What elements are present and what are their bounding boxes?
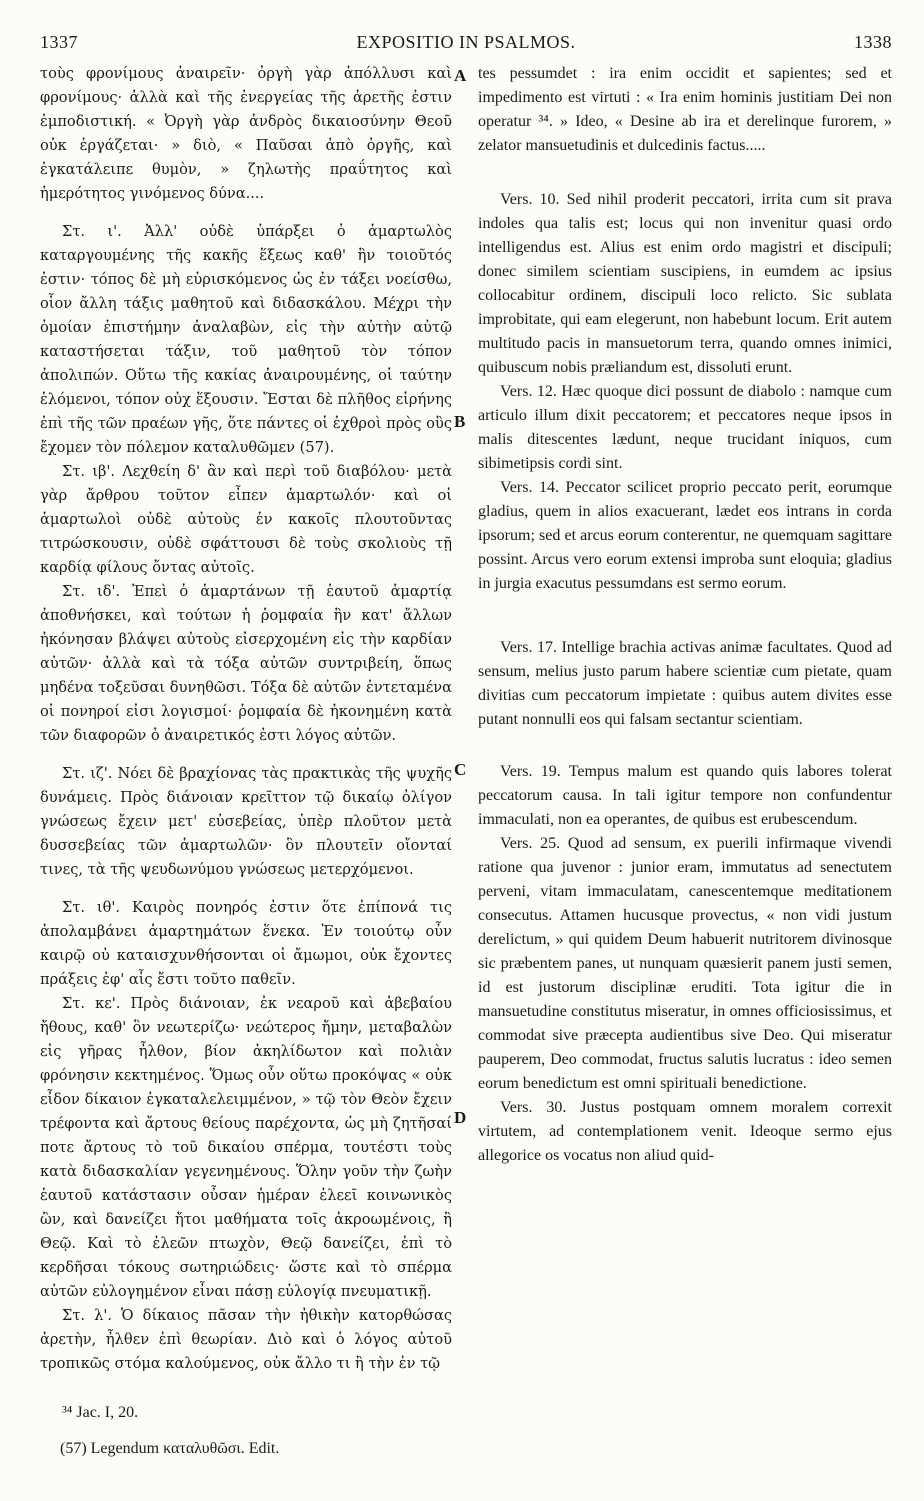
greek-column	[40, 62, 452, 1376]
latin-paragraph: tes pessumdet : ira enim occidit et sapientes; sed et impedimento est virtuti : « Ira enim hominis justitiam Dei non operatur ³⁴. » Ideo, « Desine ab ira et derelinque furorem, » zelator mansuetudinis et dulcedinis factus.....	[478, 65, 892, 154]
footnote-editor: (57) Legendum καταλυθῶσι. Edit.	[60, 1440, 280, 1457]
greek-paragraph: Στ. ιβ'. Λεχθείη δ' ἂν καὶ περὶ τοῦ διαβόλου· μετὰ γὰρ ἄρθρου τοῦτον εἶπεν ἁμαρτωλόν· καὶ οἱ ἁμαρτωλοὶ οὐδὲ αὐτοὺς ἐν κακοῖς πλουτοῦντας τιτρώσκουσιν, οὐδὲ σφάττουσι δὲ τοὺς σκολιοὺς τῇ καρδίᾳ φίλους ὄντας αὐτοῖς.	[40, 463, 452, 576]
greek-paragraph: τοὺς φρονίμους ἀναιρεῖν· ὀργὴ γὰρ ἀπόλλυσι καὶ φρονίμους· ἀλλὰ καὶ τῆς ἐνεργείας τῆς ἀρετῆς ἐστιν ἐμποδιστική. « Ὀργὴ γὰρ ἀνδρὸς δικαιοσύνην Θεοῦ οὐκ ἐργάζεται· » διὸ, « Παῦσαι ἀπὸ ὀργῆς, καὶ ἐγκατάλειπε θυμὸν, » ζηλωτὴς πραΰτητος καὶ ἡμερότητος γινόμενος δύνα....	[40, 65, 452, 202]
page-number-right: 1338	[854, 32, 892, 52]
footnote-scripture: ³⁴ Jac. I, 20.	[62, 1404, 139, 1421]
latin-paragraph: Vers. 14. Peccator scilicet proprio peccato perit, eorumque gladius, quem in alios exacuerant, lædet eos intrans in corda ipsorum; sed et arcus eorum conterentur, ne quemquam sagittare possint. Arcus vero eorum extensi improba sunt eloquia; gladius in jurgia exacutus pessumdans est sermo eorum.	[478, 479, 892, 592]
greek-paragraph: Στ. ιζ'. Νόει δὲ βραχίονας τὰς πρακτικὰς τῆς ψυχῆς δυνάμεις. Πρὸς διάνοιαν κρεῖττον τῷ δικαίῳ ὀλίγον γνώσεως ἔχειν μετ' εὐσεβείας, ὑπὲρ πλοῦτον μετὰ δυσσεβείας τῶν ἁμαρτωλῶν· ὃν πλουτεῖν οἴονταί τινες, τὰ τῆς ψευδωνύμου γνώσεως μετερχόμενοι.	[40, 765, 452, 878]
page-header	[40, 32, 892, 58]
margin-label-d: D	[454, 1108, 467, 1127]
latin-paragraph: Vers. 17. Intellige brachia activas animæ facultates. Quod ad sensum, melius justo parum habere scientiæ cum pietate, quam divitias cum peccatorum impietate : quibus autem divites esse putant nonnulli eos qui falsam sectantur scientiam.	[478, 639, 892, 728]
latin-paragraph: Vers. 19. Tempus malum est quando quis labores tolerat peccatorum causa. In tali igitur tempore non confundentur immaculati, non ea operantes, de quibus est erubescendum.	[478, 763, 892, 828]
latin-paragraph: Vers. 30. Justus postquam omnem moralem correxit virtutem, ad contemplationem venit. Ideoque sermo ejus allegorice os vocatus non aliud quid-	[478, 1099, 892, 1164]
margin-label-b: B	[454, 412, 466, 431]
latin-paragraph: Vers. 12. Hæc quoque dici possunt de diabolo : namque cum articulo illum dixit peccatorem; et peccatores neque ipsos in malis ditescentes lædunt, neque trucidant iniquos, cum sibimetipsis cordi sint.	[478, 383, 892, 472]
page-number-left: 1337	[40, 32, 78, 52]
greek-paragraph: Στ. ιθ'. Καιρὸς πονηρός ἐστιν ὅτε ἐπίπονά τις ἀπολαμβάνει ἁμαρτημάτων ἕνεκα. Ἐν τοιούτῳ οὖν καιρῷ οὐ καταισχυνθήσονται οἱ ἄμωμοι, οὐκ ἔχοντες πράξεις ἐφ' αἷς ἔστι τοῦτο παθεῖν.	[40, 899, 452, 988]
running-title: EXPOSITIO IN PSALMOS.	[356, 32, 576, 52]
latin-column	[478, 62, 892, 1168]
greek-paragraph: Στ. λ'. Ὁ δίκαιος πᾶσαν τὴν ἠθικὴν κατορθώσας ἀρετὴν, ἦλθεν ἐπὶ θεωρίαν. Διὸ καὶ ὁ λόγος αὐτοῦ τροπικῶς στόμα καλούμενος, οὐκ ἄλλο τι ἢ τὴν ἐν τῷ	[40, 1307, 452, 1372]
latin-paragraph: Vers. 10. Sed nihil proderit peccatori, irrita cum sit prava indoles qua talis est; locus qui non invenitur quasi ordo intelligendus est. Alius est enim ordo magistri et discipuli; donec similem scientiam suscipiens, in eumdem ac ipsius collocabitur ordinem, discipuli loco relicto. Sic sublata improbitate, qui eam elegerunt, non habebunt locum. Erit autem multitudo pacis in mansuetorum terra, quando omnes inimici, quibuscum nobis præliandum est, dissoluti erunt.	[478, 191, 892, 376]
latin-paragraph: Vers. 25. Quod ad sensum, ex puerili infirmaque vivendi ratione qua juvenor : junior eram, immutatus ad senectutem perveni, vitam immaculatam, canescentemque meditationem consecutus. Attamen hucusque provectus, « non vidi justum derelictum, » qui quidem Deum habuerit nutritorem divinosque sic præbentem panes, ut nunquam quæsierit panem justi semen, id est justorum disciplinæ eruditi. Tota igitur die in mansuetudine constitutus miseratur, in omnes officiosissimus, et commodat sive præcepta audientibus sive Deo. Qui miseratur pauperem, Deo commodat, fructus salutis lucratus : ideo semen eorum benedictum est omni spirituali benedictione.	[478, 835, 892, 1092]
greek-paragraph: Στ. ι'. Ἀλλ' οὐδὲ ὑπάρξει ὁ ἁμαρτωλὸς καταργουμένης τῆς κακῆς ἕξεως καθ' ἣν τοιοῦτός ἐστιν· τόπος δὲ μὴ εὑρισκόμενος ὡς ἐν τάξει νοείσθω, οἷον ἄλλη τάξις μαθητοῦ καὶ διδασκάλου. Μέχρι τὴν ὁμοίαν ἐπιστήμην ἀναλαβὼν, εἰς τὴν αὐτὴν αὐτῷ καταστήσεται τάξιν, τοῦ μαθητοῦ τὸν τόπον ἀπολιπών. Οὕτω τῆς κακίας ἀναιρουμένης, οἱ ταύτην ἑλόμενοι, τόπον οὐχ ἕξουσιν. Ἔσται δὲ πλῆθος εἰρήνης ἐπὶ τῆς τῶν πραέων γῆς, ὅτε πάντες οἱ ἐχθροὶ πρὸς οὓς ἔχομεν τὸν πόλεμον καταλυθῶμεν (57).	[40, 223, 452, 456]
margin-label-c: C	[454, 760, 467, 779]
greek-paragraph: Στ. ιδ'. Ἐπεὶ ὁ ἁμαρτάνων τῇ ἑαυτοῦ ἁμαρτίᾳ ἀποθνήσκει, καὶ τούτων ἡ ῥομφαία ἣν κατ' ἄλλων ἠκόνησαν βλάψει αὐτοὺς εἰσερχομένη εἰς τὴν καρδίαν αὐτῶν· ἀλλὰ καὶ τὰ τόξα αὐτῶν συντριβείη, ὅπως μηδένα τοξεῦσαι δυνηθῶσι. Τόξα δὲ αὐτῶν ἐντεταμένα οἱ πονηροί εἰσι λογισμοί· ῥομφαία δὲ ἠκονημένη κατὰ τῶν διαφορῶν ὁ ἀναιρετικός ἐστι λόγος αὐτῶν.	[40, 583, 452, 744]
greek-paragraph: Στ. κε'. Πρὸς διάνοιαν, ἐκ νεαροῦ καὶ ἀβεβαίου ἤθους, καθ' ὃν νεωτερίζω· νεώτερος ἤμην, μεταβαλὼν εἰς γῆρας ἦλθον, βίον ἀκηλίδωτον καὶ πολιὰν φρόνησιν κεκτημένος. Ὅμως οὖν οὕτω προκόψας « οὐκ εἶδον δίκαιον ἐγκαταλελειμμένον, » τῷ τὸν Θεὸν ἔχειν τρέφοντα καὶ ἄρτους θείους παρέχοντα, ὡς μὴ ζητῆσαί ποτε ἄρτους τὸ τοῦ δικαίου σπέρμα, τουτέστι τοὺς κατὰ διδασκαλίαν γεγενημένους. Ὅλην γοῦν τὴν ζωὴν ἑαυτοῦ κατάστασιν οὖσαν ἡμέραν ἐλεεῖ κοινωνικὸς ὢν, καὶ δανείζει ἤτοι μαθήματα τοῖς ἀκροωμένοις, ἢ Θεῷ. Καὶ τὸ ἐλεῶν πτωχὸν, Θεῷ δανείζει, ἐπὶ τὸ κερδῆσαι τόκους σωτηριώδεις· ὥστε καὶ τὸ σπέρμα αὐτῶν εὐλογημένον εἶναι πάσῃ εὐλογίᾳ πνευματικῇ.	[40, 995, 452, 1300]
margin-label-a: A	[454, 66, 467, 85]
